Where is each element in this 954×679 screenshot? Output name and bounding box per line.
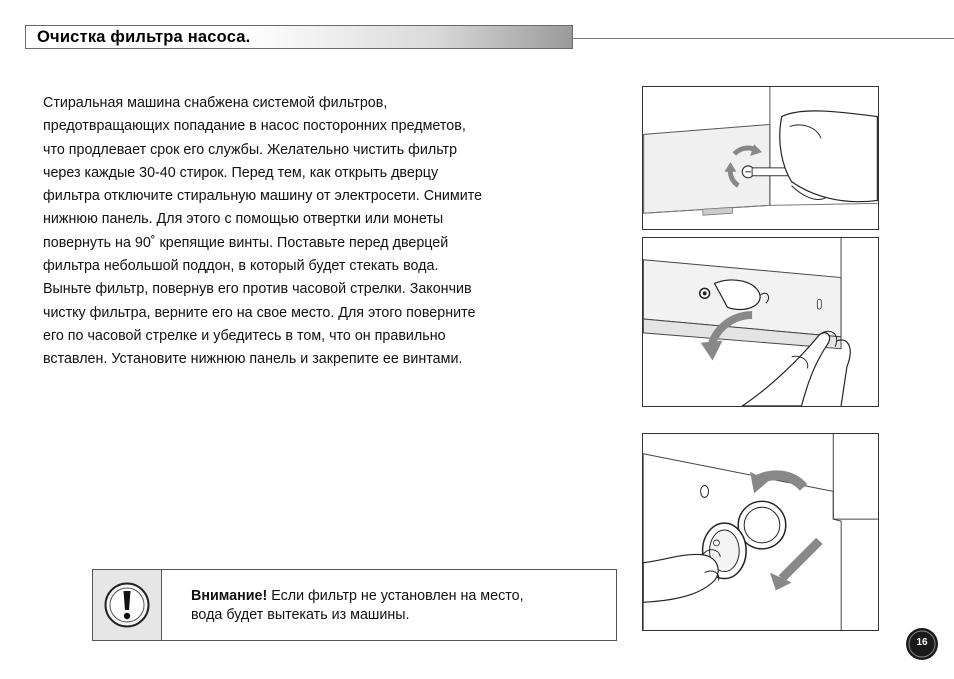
header-rule <box>573 38 954 39</box>
text-line: предотвращающих попадание в насос посторонних предметов, <box>43 118 466 135</box>
warning-text <box>191 587 601 625</box>
section-title: Очистка фильтра насоса. <box>37 28 251 46</box>
warning-lead: Внимание! <box>191 588 268 604</box>
text-line: Стиральная машина снабжена системой фильтров, <box>43 95 388 111</box>
text-line: через каждые 30-40 стирок. Перед тем, как открыть дверцу <box>43 164 439 181</box>
instructions-text <box>43 92 538 372</box>
illustration-unscrew-panel <box>642 86 879 230</box>
warning-line-1 <box>191 587 601 606</box>
text-line: повернуть на 90˚ крепящие винты. Поставьте перед дверцей <box>43 234 449 251</box>
text-line: чистку фильтра, верните его на свое место. Для этого поверните <box>43 304 476 321</box>
warning-line-1-rest: Если фильтр не установлен на место, <box>267 588 524 604</box>
text-line: вставлен. Установите нижнюю панель и закрепите ее винтами. <box>43 351 463 368</box>
screwdriver-illustration <box>643 87 878 229</box>
text-line: фильтра отключите стиральную машину от электросети. Снимите <box>43 188 483 205</box>
section-header <box>25 25 573 49</box>
warning-box <box>92 569 617 641</box>
page-number: 16 <box>916 637 928 648</box>
filter-removal-illustration <box>643 434 878 630</box>
illustration-remove-panel <box>642 237 879 407</box>
text-line: нижнюю панель. Для этого с помощью отвертки или монеты <box>43 211 444 228</box>
warning-line-2: вода будет вытекать из машины. <box>191 607 410 623</box>
panel-removal-illustration <box>643 238 878 406</box>
text-line: его по часовой стрелке и убедитесь в том, что он правильно <box>43 327 446 344</box>
page-number-badge <box>905 627 939 661</box>
text-line: фильтра небольшой поддон, в который будет стекать вода. <box>43 258 439 275</box>
text-line: что продлевает срок его службы. Желательно чистить фильтр <box>43 141 458 158</box>
text-line: Выньте фильтр, повернув его против часовой стрелки. Закончив <box>43 281 472 298</box>
illustration-remove-filter <box>642 433 879 631</box>
exclamation-icon <box>104 582 150 628</box>
warning-icon-cell <box>93 570 162 640</box>
